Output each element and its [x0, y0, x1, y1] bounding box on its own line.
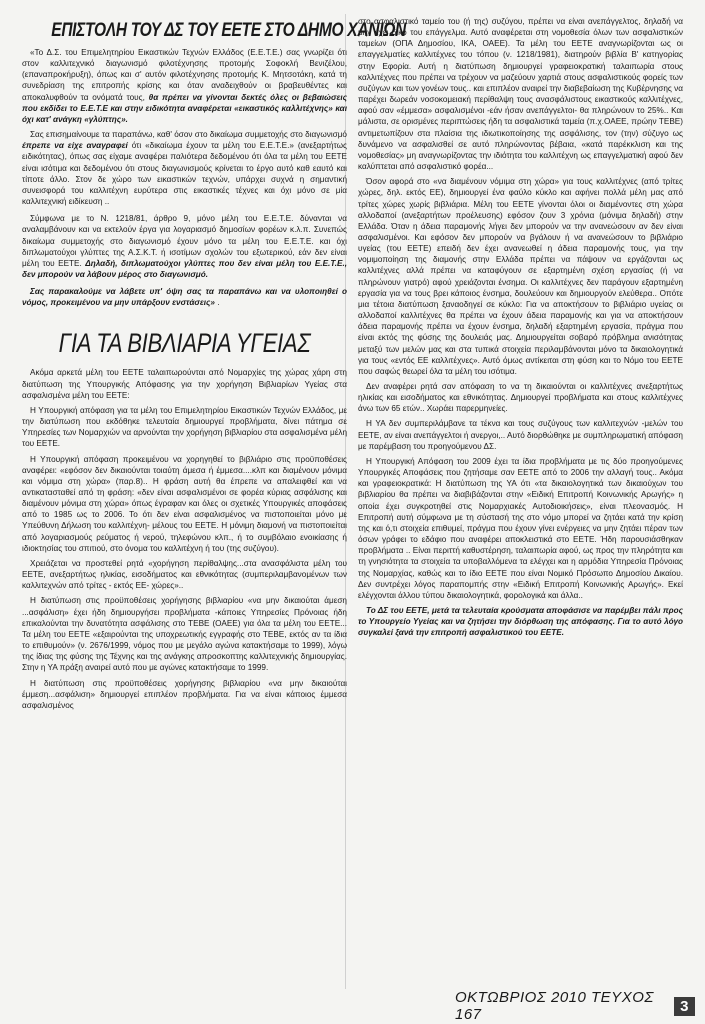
- paragraph: Η Υπουργική απόφαση προκειμένου να χορηγηθεί το βιβλιάριο στις προϋποθέσεις αναφέρει: «εφόσον δεν δικαιούνται τοιαύτη άμεσα ή έμμεσα....κλπ και διαμένουν μόνιμα και νόμιμα στη χώρα» (παρ.8).. Η φράση αυτή θα έπρεπε να απαλειφθεί και να αντικατασταθεί από τη φράση: «δεν είναι ασφαλισμένοι σε φορέα κύριας ασφάλισης και διαμένουν μόνιμα στη χώρα» όπως έγραφαν και όλες οι σχετικές Υπουργικές αποφάσεις από το 1985 ως το 2006. Το ότι δεν είναι ασφαλισμένος να πιστοποιείται μόνο με Υπεύθυνη Δήλωση του καλλιτέχνη- μέλους του ΕΕΤΕ. Η μόνιμη διαμονή να πιστοποιείται από λογαριασμούς ρεύματος ή νερού, τηλεφώνου κλπ., ή το συμβόλαιο ενοικίασης ή ιδιοκτησίας του σπιτιού, στο όνομα του καλλιτέχνη ή του (της συζύγου).: [22, 454, 347, 553]
- paragraph: [22, 47, 347, 125]
- text-run-bold: θα πρέπει να γίνονται δεκτές όλες οι βεβαιώσεις που εκδίδει το Ε.Ε.Τ.Ε και στην ειδικότητα αναφέρεται «εικαστικός καλλιτέχνης» και όχι κατ' ανάγκη «γλύπτης».: [22, 92, 347, 124]
- paragraph: Η διατύπωση στις προϋποθέσεις χορήγησης βιβλιαρίου «να μην δικαιούται άμεση ...ασφάλιση» έχει ήδη δημιουργήσει προβλήματα -κάποιες Υπηρεσίες Πρόνοιας ήδη επικαλούνται την δυνατότητα ασφάλισης στο ΤΕΒΕ (ΟΑΕΕ) για όλα τα μέλη του ΕΕΤΕ... Τα μέλη του ΕΕΤΕ «εξαιρούνται της υποχρεωτικής εγγραφής στο ΤΕΒΕ, εκτός αν τα ίδια το επιθυμούν» (ν. 2676/1999, νόμος που με μεγάλο αγώνα κατακτήσαμε το 1999), λόγω της ίδιας της φύσης της Τέχνης και της ανάγκης απροσκοπτης καλλιτεχνικής δημιουργίας. Στην η ΥΑ πράξη αναιρεί αυτό που με αγώνες κατακτήσαμε το 1999.: [22, 596, 347, 673]
- paragraph: Ακόμα αρκετά μέλη του ΕΕΤΕ ταλαιπωρούνται από Νομαρχίες της χώρας χάρη στη διατύπωση της Υπουργικής Απόφασης για την χορήγηση Βιβλιαρίων Υγείας στα ασφαλισμένα μέλη του ΕΕΤΕ:: [22, 368, 347, 400]
- paragraph: Η ΥΑ δεν συμπεριλάμβανε τα τέκνα και τους συζύγους των καλλιτεχνών -μελών του ΕΕΤΕ, αν είναι ανεπάγγελτοι ή ανεργοι,.. Αυτό διορθώθηκε με συμπληρωματική απόφαση με παρέμβαση του προηγούμενου ΔΣ.: [358, 419, 683, 451]
- issue-label: ΟΚΤΩΒΡΙΟΣ 2010 ΤΕΥΧΟΣ 167: [455, 989, 654, 1023]
- paragraph: Η Υπουργική Απόφαση του 2009 έχει τα ίδια προβλήματα με τις δύο προηγούμενες Υπουργικές Αποφάσεις που ζητήσαμε σαν ΕΕΤΕ από το 2006 την αλλαγή τους.. Ακόμα και γραφειοκρατικά: Η διατύπωση της ΥΑ ότι «τα δικαιολογητικά των δικαιούχων του βιβλιαρίου θα πρέπει να διαβιβάζονται στην «Ειδική Επιτροπή Κοινωνικής Αρωγής» η οποία έχει συγκροτηθεί στις Νομαρχιακές Αυτοδιοικήσεις», είναι πλεονασμός. Η Επιτροπή αυτή σύμφωνα με τη σύστασή της στο νόμο μπορεί να ζητάει κατά την κρίση της και ό,τι στοιχεία επιθυμεί, πράγμα που έχουν γίνει ενέργειες να μην ζητάει πέραν των όσων γράφει το εδάφιο που αναφέρει αποκλειστικά στο ΕΕΤΕ. Ήδη παρουσιάσθηκαν προβλήματα .. Είναι περιττή καθυστέρηση, ταλαιπωρία αφού, ως προς την πληρότητα και τη γνησιότητα τα στοιχεία τα υποβαλλόμενα τα ελέγχει και η αρμόδια Υπηρεσία Πρόνοιας της Νομαρχίας, καθώς και το ίδιο ΕΕΤΕ που είναι Νομικό Πρόσωπο Δημοσίου Δικαίου. Δεν συντρέχει λόγος παραπομπής στην «Ειδική Επιτροπή Κοινωνικής Αρωγής». Εκεί ελέγχονται άλλου τύπου δικαιολογητικά, φορολογικά και άλλα..: [358, 456, 683, 600]
- paragraph: στο ασφαλιστικό ταμείο του (ή της) συζύγου, πρέπει να είναι ανεπάγγελτος, δηλαδή να μην έχει δικό του επάγγελμα. Αυτό αναφέρεται στη νομοθεσία όλων των ασφαλιστικών ταμείων (ΟΠΑ Δημοσίου, ΙΚΑ, ΟΑΕΕ). Τα μέλη του ΕΕΤΕ αναγνωρίζονται ως οι επαγγελματίες καλλιτέχνες του τόπου (ν. 1218/1981), διατηρούν βιβλία Β' κατηγορίας στην Εφορία. Αυτή η διατύπωση δημιουργεί γραφειοκρατική ταλαιπωρία στους καλλιτέχνες που πρέπει να τρέχουν να μαζεύουν χαρτιά στους ασφαλιστικούς φορείς των συζύγων και των γονέων τους.. και επιπλέον αναιρεί την διαβεβαίωση της Κυβέρνησης να παρέχει δωρεάν νοσοκομειακή περίθαλψη τους ανασφάλιστους εικαστικούς καλλιτέχνες, αφού σαν «έμμεσα» ασφαλισμένοι -εάν ήσαν ανεπάγγελτοι- θα πληρώνουν το 25%.. Και μάλιστα, σε ορισμένες περιπτώσεις ήδη τα ασφαλιστικά ταμεία (π.χ.ΟΑΕΕ, πρώην ΤΕΒΕ) αντιμετωπίζουν στα πλαίσια της ιδιωτικοποίησης της ασφάλισης, τον (την) σύζυγο ως δυνάμενο να ασφαλισθεί σε αυτό πληρώνοντας βέβαια, «κατά παρέκκλιση και της νομοθεσίας» μη αναγνωρίζοντας την ιδιότητα του καλλιτέχνη ως επαγγελματική αφού δεν καλύπτεται από ασφαλιστικό φορέα...: [358, 17, 683, 172]
- text-run: Σύμφωνα με το Ν. 1218/81, άρθρο 9, μόνο μέλη του Ε.Ε.Τ.Ε. δύνανται να αναλαμβάνουν και να εκτελούν έργα για λογαριασμό δημοσίων φορέων κ.λ.π. Συνεπώς δικαίωμα συμμετοχής στο διαγωνισμό έχουν μόνο τα μέλη του Ε.Ε.Τ.Ε. και όχι διπλωματούχοι γλύπτες της Α.Σ.Κ.Τ. ή ισοτίμων σχολών του εξωτερικού, εάν δεν είναι μέλη του ΕΕΤΕ.: [22, 214, 347, 268]
- paragraph: [22, 286, 347, 308]
- paragraph: Η διατύπωση στις προϋποθέσεις χορήγησης βιβλιαρίου «να μην δικαιούται έμμεση...ασφάλιση» δημιουργεί επιπλέον προβλήματα. Για να είναι κάποιος έμμεσα ασφαλισμένος: [22, 678, 347, 710]
- text-run: «Το Δ.Σ. του Επιμελητηρίου Εικαστικών Τεχνών Ελλάδος (Ε.Ε.Τ.Ε.) σας γνωρίζει ότι στον καλλιτεχνικό διαγωνισμό φιλοτέχνησης προτομής Σοφοκλή Βενιζέλου, (επαναπροκήρυξη), όπως και σ' αυτόν φιλοτέχνησης προτομής Κ. Μητσοτάκη, κατά τη συνεδρίαση της επιτροπής κρίσης και όταν αναδειχθούν οι βραβευθέντες και αποκαλυφθούν τα ονόματά τους,: [22, 48, 347, 102]
- text-run-bold: έπρεπε να είχε αναγραφεί: [22, 141, 128, 151]
- article-title-letter: ΕΠΙΣΤΟΛΗ ΤΟΥ ΔΣ ΤΟΥ ΕΕΤΕ ΣΤΟ ΔΗΜΟ ΧΑΝΙΩΝ: [51, 20, 406, 41]
- paragraph: [22, 129, 347, 207]
- text-run-bold: Δηλαδή, διπλωματούχοι γλύπτες που δεν είναι μέλη του Ε.Ε.Τ.Ε., δεν μπορούν να λάβουν μέρος στο διαγωνισμό.: [22, 258, 347, 279]
- paragraph-conclusion: Το ΔΣ του ΕΕΤΕ, μετά τα τελευταία κρούσματα αποφάσισε να παρέμβει πάλι προς το Υπουργείο Υγείας και να ζητήσει την διόρθωση της απόφασης. Για το αυτό λόγο συγκαλεί ξανά την επιτροπή ασφαλιστικού του ΕΕΤΕ.: [358, 605, 683, 638]
- text-run: .: [214, 298, 220, 308]
- paragraph: Όσον αφορά στο «να διαμένουν νόμιμα στη χώρα» για τους καλλιτέχνες (από τρίτες χώρες, δηλ. εκτός ΕΕ), δημιουργεί ένα φαύλο κύκλο και αφήνει πολλά μέλη μας από τρίτες χώρες χωρίς βιβλιάρια. Μέλη του ΕΕΤΕ γίνονται όλοι οι διαμένοντες στη χώρα αλλοδαποί (ανεξαρτήτων προέλευσης) εφόσον ζουν 3 χρόνια (μόνιμα δηλαδή) στην Ελλάδα. Όταν η άδεια παραμονής λήγει δεν μπορούν να την ανανεώσουν αν δεν είναι ασφαλισμένοι. Και εφόσον δεν μπορούν να βγάλουν ή να ανανεώσουν το βιβλιάριο υγείας (του ΕΕΤΕ) επειδή δεν έχει ανανεωθεί η άδεια παραμονής τους, για την νομιμοποίηση της διαμονής στην Ελλάδα πρέπει να πάψουν να εργάζονται ως καλλιτέχνες αλλά πρέπει να καταφύγουν σε εξαρτημένη σχέση εργασίας (ή να πληρώνουν γιατρό) αφού χρειάζονται ένσημα. Οι καλλιτέχνες δεν παράγουν εξαρτημένη εργασία για να τους βρει κάποιος ένσημα, δουλεύουν και δημιουργούν ελεύθερα.. Οπότε μια τέτοια διατύπωση ξαναοδηγεί σε κύκλο: Για να αποκτήσουν το βιβλιάριο υγείας οι αλλοδαποί καλλιτέχνες θα πρέπει να έχουν άδεια παραμονής και για να αποκτήσουν άδεια παραμονής πρέπει να έχουν ένσημα, δηλαδή εξαρτημένη εργασία, πράγμα που είναι εκτός της φύσης της δουλειάς μας. Δημιουργείται σοβαρό πρόβλημα ανισότητας μεταξύ των μελών μας και στα τυπικά στοιχεία περιλαμβάνονται μόνο τα δικαιολογητικά για τους «εντός ΕΕ καλλιτέχνες». Αυτό όμως αντίκειται στη φύση και το Νόμο του ΕΕΤΕ που σαφώς θεωρεί όλα τα μέλη του ισότιμα.: [358, 177, 683, 376]
- page-number: 3: [674, 997, 695, 1016]
- left-column: [22, 16, 406, 715]
- paragraph: Χρειάζεται να προστεθεί ρητά «χορήγηση περίθαλψης...στα ανασφάλιστα μέλη του ΕΕΤΕ, ανεξαρτήτως ηλικίας, εισοδήματος και εθνικότητας (συμπεριλαμβανομένων των καλλιτεχνών από τρίτες - εκτός ΕΕ- χώρες»..: [22, 558, 347, 591]
- paragraph: Δεν αναφέρει ρητά σαν απόφαση το να τη δικαιούνται οι καλλιτέχνες ανεξαρτήτως ηλικίας και εισοδήματος και εθνικότητας. Δημιουργεί προβλήματα και στους καλλιτέχνες άνω των 65 ετών.. Χωράει παρερμηνείες.: [358, 382, 683, 414]
- text-run: ότι «δικαίωμα έχουν τα μέλη του Ε.Ε.Τ.Ε.» (ανεξαρτήτως ειδικότητας), όπως σας είχαμε αναφέρει παλιότερα δεδομένου ότι όλα τα μέλη του ΕΕΤΕ είναι ισότιμα και δεδομένου ότι στους διαγωνισμούς κρίνεται το έργο αυτό καθ εαυτό και τίποτε άλλο. Στον δε χώρο των εικαστικών τεχνών, υπάρχει συχνά η σημαντική συνεισφορά του καλλιτέχνη ευρύτερα στις εικαστικές τέχνες και όχι μόνο σε μία καλλιτεχνική ειδίκευση ..: [22, 141, 347, 207]
- paragraph: Η Υπουργική απόφαση για τα μέλη του Επιμελητηρίου Εικαστικών Τεχνών Ελλάδος, με την διατύπωση που εκδόθηκε τελευταία δημιουργεί προβλήματα, δίνει πάτημα σε Υπηρεσίες των Νομαρχιών να αρνούνται την χορήγηση βιβλιαρίου στα ασφαλισμένα μέλη του ΕΕΤΕ.: [22, 405, 347, 449]
- article-title-health: ΓΙΑ ΤΑ ΒΙΒΛΙΑΡΙΑ ΥΓΕΙΑΣ: [58, 328, 311, 359]
- text-run: Σας επισημαίνουμε τα παραπάνω, καθ' όσον στο δικαίωμα συμμετοχής στο διαγωνισμό: [30, 130, 347, 140]
- page-footer: [455, 989, 695, 1023]
- right-column: [358, 16, 683, 642]
- paragraph: [22, 213, 347, 280]
- text-run-bold: Σας παρακαλούμε να λάβετε υπ' όψη σας τα παραπάνω και να υλοποιηθεί ο νόμος, προκειμένου να μην υπάρξουν ενστάσεις»: [22, 287, 347, 308]
